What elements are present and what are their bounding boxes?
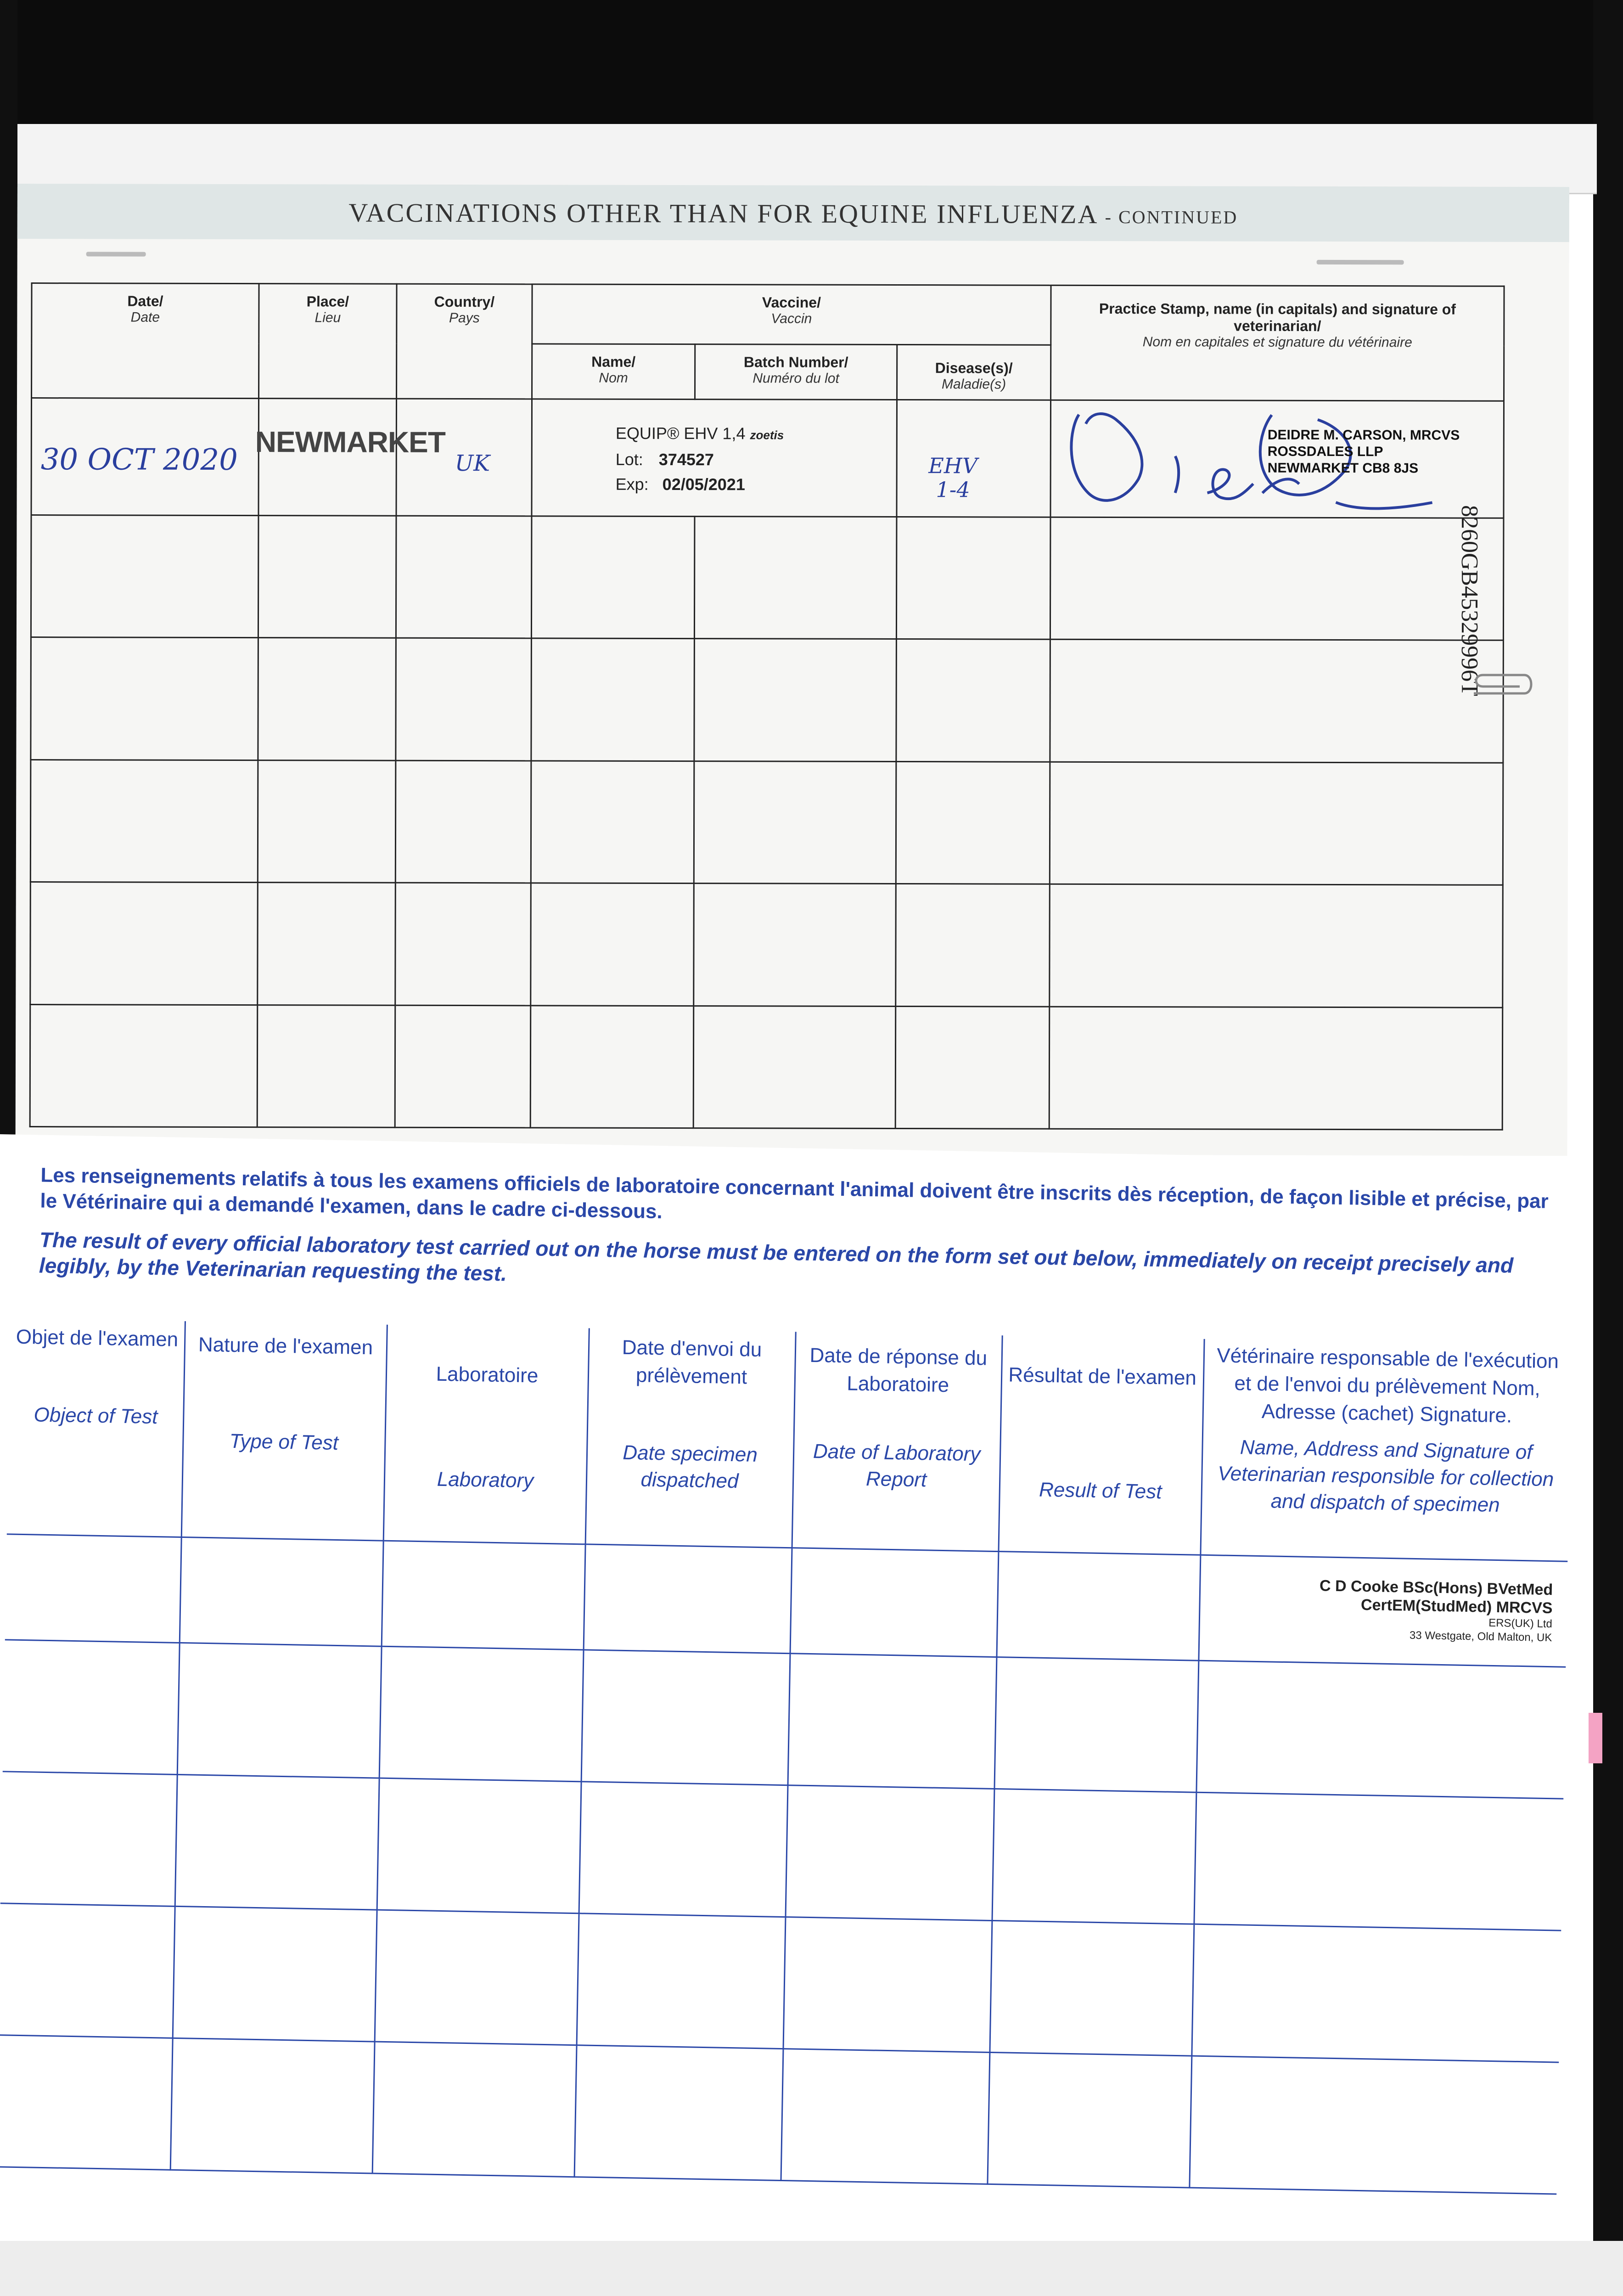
scanner-background-top	[0, 0, 1623, 124]
tab-mark-right	[1317, 260, 1404, 264]
col-type-of-test-header: Nature de l'examen Type of Test	[181, 1321, 387, 1541]
col-stamp-header: Practice Stamp, name (in capitals) and signature of veterinarian/ Nom en capitales et signature du vétérinaire	[1051, 285, 1505, 401]
entry-country: UK	[396, 399, 532, 516]
paper-clip	[1469, 657, 1538, 721]
col-name-header: Name/ Nom	[532, 344, 695, 400]
lab-vet-stamp: C D Cooke BSc(Hons) BVetMed CertEM(StudMed) MRCVS ERS(UK) Ltd 33 Westgate, Old Malton, UK	[1198, 1555, 1567, 1667]
col-date-header: Date/ Date	[32, 283, 259, 399]
col-object-of-test-header: Objet de l'examen Object of Test	[7, 1318, 185, 1537]
col-laboratory-header: Laboratoire Laboratory	[383, 1325, 589, 1544]
col-place-header: Place/ Lieu	[259, 284, 397, 399]
col-date-specimen-dispatched-header: Date d'envoi du prélèvement Date specimen dispatched	[585, 1328, 796, 1548]
page-stack-edge	[17, 124, 1597, 194]
laboratory-test-table	[0, 1318, 1571, 2195]
col-date-of-laboratory-report-header: Date de réponse du Laboratoire Date of Laboratory Report	[792, 1332, 1002, 1551]
table-row	[31, 637, 1504, 763]
tab-mark-left	[86, 252, 146, 256]
entry-vet-stamp: DEIDRE M. CARSON, MRCVS ROSSDALES LLP NEWMARKET CB8 8JS	[1050, 400, 1504, 518]
entry-place: NEWMARKET	[258, 399, 397, 516]
table-row	[0, 1903, 1561, 2062]
vaccination-page	[16, 184, 1569, 1156]
col-disease-header: Disease(s)/ Maladie(s)	[897, 345, 1051, 400]
page-bottom-edge	[0, 2241, 1623, 2296]
col-vaccine-header: Vaccine/ Vaccin	[532, 284, 1051, 345]
col-veterinarian-header: Vétérinaire responsable de l'exécution et de l'envoi du prélèvement Nom, Adresse (cachet) Signature. Name, Address and Signature of Veterinarian responsible for collection and dispatch of specimen	[1200, 1339, 1571, 1561]
intro-text-fr: Les renseignements relatifs à tous les examens officiels de laboratoire concernant l'animal doivent être inscrits dès réception, de façon lisible et précise, par le Vétérinaire qui a demandé l'examen, dans le cadre ci-dessous.	[40, 1164, 1549, 1223]
side-identification-code: 8260GB45329996T	[1456, 505, 1483, 696]
entry-disease: EHV 1-4	[897, 400, 1051, 518]
table-row	[31, 398, 1504, 518]
laboratory-test-page	[0, 1134, 1593, 2296]
vaccination-table	[29, 282, 1505, 1131]
table-row	[30, 1004, 1503, 1130]
section-title: VACCINATIONS OTHER THAN FOR EQUINE INFLUENZA - CONTINUED	[348, 197, 1238, 229]
table-row	[0, 1771, 1563, 1930]
col-result-of-test-header: Résultat de l'examen Result of Test	[998, 1335, 1204, 1555]
table-row	[30, 882, 1503, 1007]
table-row	[0, 2035, 1559, 2194]
scanner-background-right	[1593, 0, 1623, 2296]
col-country-header: Country/ Pays	[397, 284, 533, 399]
table-row	[31, 515, 1504, 641]
table-row	[30, 760, 1503, 885]
entry-vaccine-label: EQUIP® EHV 1,4 zoetis Lot: 374527 Exp: 02/05/2021	[532, 399, 897, 517]
table-header-row	[7, 1318, 1572, 1561]
entry-date: 30 OCT 2020	[31, 398, 259, 516]
col-batch-header: Batch Number/ Numéro du lot	[695, 344, 897, 400]
intro-text-en: The result of every official laboratory test carried out on the horse must be entered on the form set out below, immediately on receipt precisely and legibly, by the Veterinarian requesting the test.	[39, 1227, 1514, 1286]
table-row	[3, 1639, 1566, 1798]
pink-tab	[1589, 1713, 1602, 1763]
